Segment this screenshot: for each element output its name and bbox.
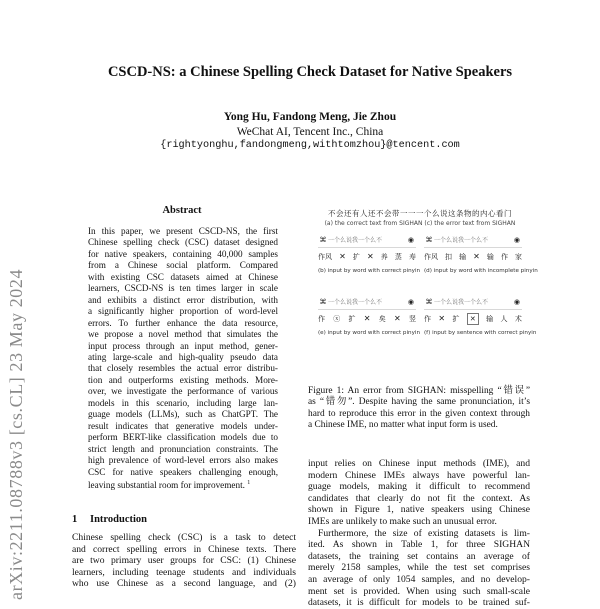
intro-line: are two primary user groups for CSC: (1) Chinese	[72, 555, 296, 567]
candidate: 养	[380, 253, 388, 261]
candidate: 竖	[409, 315, 416, 323]
microphone-icon: ◉	[407, 298, 414, 306]
affiliation: WeChat AI, Tencent Inc., China	[236, 126, 384, 138]
command-icon: ⌘	[319, 298, 327, 306]
ime-panel-d	[424, 234, 538, 292]
abstract-line: ating large-scale and high-quality pseudo data	[88, 351, 278, 362]
ime-panel-e	[318, 296, 420, 354]
figure-1	[318, 208, 538, 378]
ime-input-text: 一个么说我一个么不	[434, 237, 489, 244]
right-column-body	[308, 458, 530, 609]
intro-body	[72, 532, 296, 590]
intro-line: learners, including teenage students and individuals	[72, 566, 296, 578]
cross-icon: ✕	[473, 252, 480, 261]
abstract-line: Chinese spelling check (CSC) dataset designed	[88, 237, 278, 248]
figure-sub-text: (a) the correct text from SIGHAN (c) the error text from SIGHAN	[324, 220, 516, 227]
candidate: 扩	[452, 315, 460, 323]
ime-input-bar	[424, 296, 522, 310]
cross-icon: ✕	[366, 252, 374, 261]
authors: Yong Hu, Fandong Meng, Jie Zhou	[223, 111, 397, 123]
candidate: 输	[459, 253, 467, 261]
abstract-line: we propose a novel method that simulates the	[88, 329, 278, 340]
body-line: ment set is provided. When using such small-scale	[308, 585, 530, 597]
candidate: 扣	[445, 253, 453, 261]
candidate: 术	[514, 315, 522, 323]
microphone-icon: ◉	[513, 298, 520, 306]
panel-caption: (f) input by sentence with correct pinyin	[424, 330, 537, 336]
body-line: Furthermore, the size of existing datasets is lim-	[318, 527, 530, 539]
abstract-line: learners, CSCD-NS is ten times larger in scale	[88, 283, 278, 294]
abstract-line: guage models (LLMs), such as ChatGPT. The	[88, 409, 278, 420]
abstract-line: and exhibits a distinct error distribution, with	[88, 294, 278, 305]
body-line: guage models, making it difficult to recommend	[308, 481, 530, 493]
command-icon: ⌘	[425, 236, 433, 244]
body-line: input relies on Chinese input methods (IME), and	[308, 458, 530, 469]
candidate-row	[318, 251, 416, 263]
abstract-line: models in this scenario, including large lan-	[88, 397, 278, 408]
paper-title: CSCD-NS: a Chinese Spelling Check Dataset for Native Speakers	[107, 64, 513, 80]
command-icon: ⌘	[425, 298, 433, 306]
ime-input-bar	[424, 234, 522, 248]
panel-caption: (d) input by word with incomplete pinyin	[424, 268, 538, 274]
command-icon: ⌘	[319, 236, 327, 244]
candidate: 矣	[378, 315, 386, 323]
candidate: 人	[500, 315, 508, 323]
candidate-highlight: ✕	[467, 313, 479, 325]
abstract-line: In this paper, we present CSCD-NS, the first	[88, 226, 278, 236]
intro-line: who use Chinese as a second language, and (2)	[72, 578, 296, 590]
body-line: IMEs are unlikely to make such an unusual error.	[308, 515, 497, 527]
ime-input-bar	[318, 296, 416, 310]
figure-top-text: 不会还有人还不会带一一一个么说这条物的内心看门	[328, 209, 512, 218]
candidate: 作风	[424, 253, 438, 261]
figure-caption	[308, 386, 530, 432]
intro-line: Chinese spelling check (CSC) is a task to detect	[72, 532, 296, 543]
section-title: Introduction	[90, 514, 147, 525]
panel-caption: (e) input by word with correct pinyin	[318, 330, 420, 336]
body-line: candidates that clearly do not fit the context. As	[308, 492, 530, 504]
section-number: 1	[72, 514, 78, 525]
body-line: ited. As shown in Table 1, for three SIGHAN	[308, 539, 530, 551]
abstract-line: tion and outperforms existing methods. More-	[88, 374, 278, 385]
abstract-line: high prevalence of word-level errors also makes	[88, 455, 278, 466]
panel-caption: (b) input by word with correct pinyin	[318, 268, 421, 274]
email: {rightyonghu,fandongmeng,withtomzhou}@tencent.com	[160, 140, 460, 151]
ime-panel-f	[424, 296, 537, 354]
ime-input-text: 一个么说我一个么不	[434, 299, 489, 306]
abstract-line: from a Chinese social platform. Compared	[88, 260, 278, 271]
intro-line: and correct spelling errors in Chinese texts. There	[72, 543, 296, 555]
candidate: 作	[500, 253, 508, 261]
abstract-line: a significantly higher proportion of word-level	[88, 306, 278, 317]
section-heading	[72, 514, 147, 525]
ime-input-text: 一个么说我一个么不	[328, 299, 383, 306]
abstract-heading: Abstract	[162, 205, 202, 216]
candidate: 蒸	[394, 253, 402, 261]
abstract-line	[88, 478, 278, 492]
candidate: ⓧ	[333, 315, 341, 323]
caption-line: hard to reproduce this error in the given context through	[308, 408, 530, 419]
abstract-line: result indicates that generative models under-	[88, 420, 278, 431]
candidate: 作	[318, 315, 325, 323]
candidate: 作风	[318, 253, 332, 261]
candidate-row	[424, 251, 522, 263]
abstract-line: for native speakers, containing 40,000 samples	[88, 248, 278, 259]
abstract-line: that closely resembles the actual error distribu-	[88, 363, 278, 374]
body-line: shown in Figure 1, native speakers using Chinese	[308, 504, 530, 516]
candidate: 寿	[408, 253, 416, 261]
abstract-line: perform BERT-like classification models due to	[88, 432, 278, 443]
candidate: 家	[514, 253, 522, 261]
candidate: 扩	[352, 253, 360, 261]
body-line: an average of only 1054 samples, and no develop-	[308, 573, 530, 585]
microphone-icon: ◉	[407, 236, 414, 244]
cross-icon: ✕	[363, 314, 371, 323]
abstract-line-text: leaving substantial room for improvement.	[88, 480, 245, 491]
candidate: 扩	[348, 315, 356, 323]
footnote-mark: 1	[247, 479, 251, 486]
abstract-line: over, we investigate the performance of various	[88, 386, 278, 397]
microphone-icon: ◉	[513, 236, 520, 244]
body-line: modern Chinese IMEs always have powerful lan-	[308, 469, 530, 481]
body-line: datasets, the training set contains an average of	[308, 550, 530, 562]
arxiv-stamp: arXiv:2211.08788v3 [cs.CL] 23 May 2024	[6, 268, 26, 600]
caption-line: as “错勿”. Despite having the same pronunciation, it’s	[308, 397, 530, 408]
ime-panel-b	[318, 234, 421, 292]
abstract-line: input process through an input method, gener-	[88, 340, 278, 351]
body-line: merely 2158 samples, while the test set comprises	[308, 562, 530, 574]
body-line: datasets, it is difficult for models to be trained suf-	[308, 597, 530, 609]
candidate: 作	[424, 315, 431, 323]
ime-input-bar	[318, 234, 416, 248]
ime-input-text: 一个么说我一个么不	[328, 237, 383, 244]
candidate-row	[424, 313, 522, 325]
abstract-line: with existing CSC datasets aimed at Chinese	[88, 271, 278, 282]
cross-icon: ✕	[394, 314, 401, 323]
abstract-line: errors. To further enhance the data resource,	[88, 317, 278, 328]
abstract-line: CSC for native speakers challenging enough,	[88, 466, 278, 477]
abstract-body	[88, 226, 278, 491]
abstract-line: strict length and pronunciation constraints. The	[88, 443, 278, 454]
candidate-row	[318, 313, 416, 325]
cross-icon: ✕	[339, 252, 346, 261]
cross-icon: ✕	[438, 314, 446, 323]
caption-line: Figure 1: An error from SIGHAN: misspelling “错误”	[308, 386, 530, 396]
candidate: 输	[486, 253, 494, 261]
candidate: 输	[486, 315, 494, 323]
caption-line: a Chinese IME, no matter what input form is used.	[308, 420, 498, 431]
